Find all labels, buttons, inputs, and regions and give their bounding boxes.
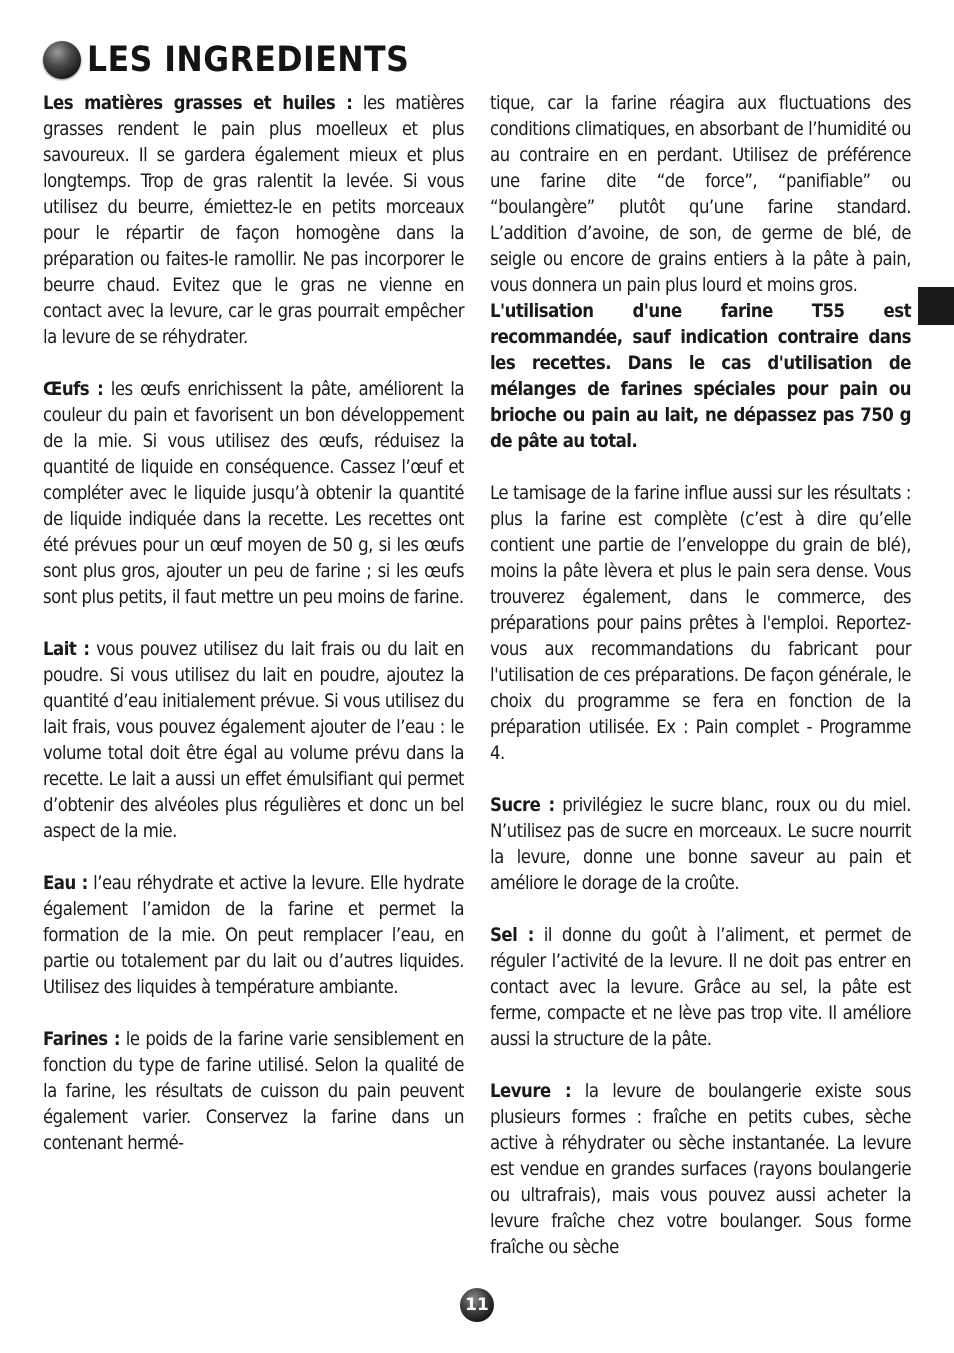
flour-continued-text: tique, car la farine réagira aux fluctuations des conditions climatiques, en absorbant de l’humidité ou au contraire en en perdant. Utilisez de préférence une farine dite “de force”, “panifiable” ou “boulangère” plutôt qu’une farine standard. L’addition d’avoine, de son, de germe de blé, de seigle ou encore de grains entiers à la pâte à pain, vous donnera un pain plus lourd et moins gros. xyxy=(490,93,911,296)
flour-bold-note: L'utilisation d'une farine T55 est recommandée, sauf indication contraire dans les recettes. Dans le cas d'utilisation de mélanges de farines spéciales pour pain ou brioche ou pain au lait, ne dépassez pas 750 g de pâte au total. xyxy=(490,301,911,452)
section-water xyxy=(43,871,464,1001)
section-label: Sucre : xyxy=(490,795,555,816)
section-fats xyxy=(43,91,464,351)
section-milk xyxy=(43,637,464,845)
section-yeast xyxy=(490,1079,911,1261)
section-label: Eau : xyxy=(43,873,88,894)
section-label: Levure : xyxy=(490,1081,572,1102)
section-text: privilégiez le sucre blanc, roux ou du miel. N’utilisez pas de sucre en morceaux. Le sucre nourrit la levure, donne une bonne saveur au pain et améliore le dorage de la croûte. xyxy=(490,795,911,894)
section-text: la levure de boulangerie existe sous plusieurs formes : fraîche en petits cubes, sèche active à réhydrater ou sèche instantanée. La levure est vendue en grandes surfaces (rayons boulangerie ou ultrafrais), mais vous pouvez aussi acheter la levure fraîche chez votre boulanger. Sous forme fraîche ou sèche xyxy=(490,1081,911,1258)
section-label: Sel : xyxy=(490,925,534,946)
section-flour xyxy=(43,1027,464,1157)
page-title: LES INGREDIENTS xyxy=(87,40,410,80)
section-text: les matières grasses rendent le pain plus moelleux et plus savoureux. Il se gardera également mieux et plus longtemps. Trop de gras ralentit la levée. Si vous utilisez du beurre, émiettez-le en petits morceaux pour le répartir de façon homogène dans la préparation ou faites-le ramollir. Ne pas incorporer le beurre chaud. Evitez que le gras ne vienne en contact avec la levure, car le gras pourrait empêcher la levure de se réhydrater. xyxy=(43,93,464,348)
page-number-badge: 11 xyxy=(460,1288,494,1322)
section-text: les œufs enrichissent la pâte, améliorent la couleur du pain et favorisent un bon développement de la mie. Si vous utilisez des œufs, réduisez la quantité de liquide en conséquence. Cassez l’œuf et compléter avec le liquide jusqu’à obtenir la quantité de liquide indiquée dans la recette. Les recettes ont été prévues pour un œuf moyen de 50 g, si les œufs sont plus gros, ajouter un peu de farine ; si les œufs sont plus petits, il faut mettre un peu moins de farine. xyxy=(43,379,465,608)
section-text: il donne du goût à l’aliment, et permet de réguler l’activité de la levure. Il ne doit pas entrer en contact avec la levure. Grâce au sel, la pâte est ferme, compacte et ne lève pas trop vite. Il améliore aussi la structure de la pâte. xyxy=(490,925,912,1050)
chapter-tab-marker xyxy=(918,287,954,325)
right-column xyxy=(490,91,911,1261)
flour-sifting-text: Le tamisage de la farine influe aussi sur les résultats : plus la farine est complète (c’est à dire qu’elle contient une partie de l’enveloppe du grain de blé), moins la pâte lèvera et plus le pain sera dense. Vous trouverez également, dans le commerce, des préparations pour pains prêtes à l'emploi. Reportez-vous aux recommandations du fabricant pour l'utilisation de ces préparations. De façon générale, le choix du programme se fera en fonction de la préparation utilisée. Ex : Pain complet - Programme 4. xyxy=(490,483,911,764)
section-label: Farines : xyxy=(43,1029,120,1050)
left-column xyxy=(43,91,464,1157)
section-label: Œufs : xyxy=(43,379,104,400)
section-label: Lait : xyxy=(43,639,90,660)
section-text: l’eau réhydrate et active la levure. Elle hydrate également l’amidon de la farine et permet la formation de la mie. On peut remplacer l’eau, en partie ou totalement par du lait ou d’autres liquides. Utilisez des liquides à température ambiante. xyxy=(43,873,464,998)
section-salt xyxy=(490,923,911,1053)
section-text: le poids de la farine varie sensiblement en fonction du type de farine utilisé. Selon la qualité de la farine, les résultats de cuisson du pain peuvent également varier. Conservez la farine dans un contenant hermé- xyxy=(43,1029,465,1154)
section-sugar xyxy=(490,793,911,897)
page-header xyxy=(43,40,409,80)
section-label: Les matières grasses et huiles : xyxy=(43,93,353,114)
section-eggs xyxy=(43,377,464,611)
section-text: vous pouvez utilisez du lait frais ou du lait en poudre. Si vous utilisez du lait en poudre, ajoutez la quantité d’eau initialement prévue. Si vous utilisez du lait frais, vous pouvez également ajouter de l’eau : le volume total doit être égal au volume prévu dans la recette. Le lait a aussi un effet émulsifiant qui permet d’obtenir des alvéoles plus régulières et donc un bel aspect de la mie. xyxy=(43,639,464,842)
round-bullet-icon xyxy=(43,41,81,79)
